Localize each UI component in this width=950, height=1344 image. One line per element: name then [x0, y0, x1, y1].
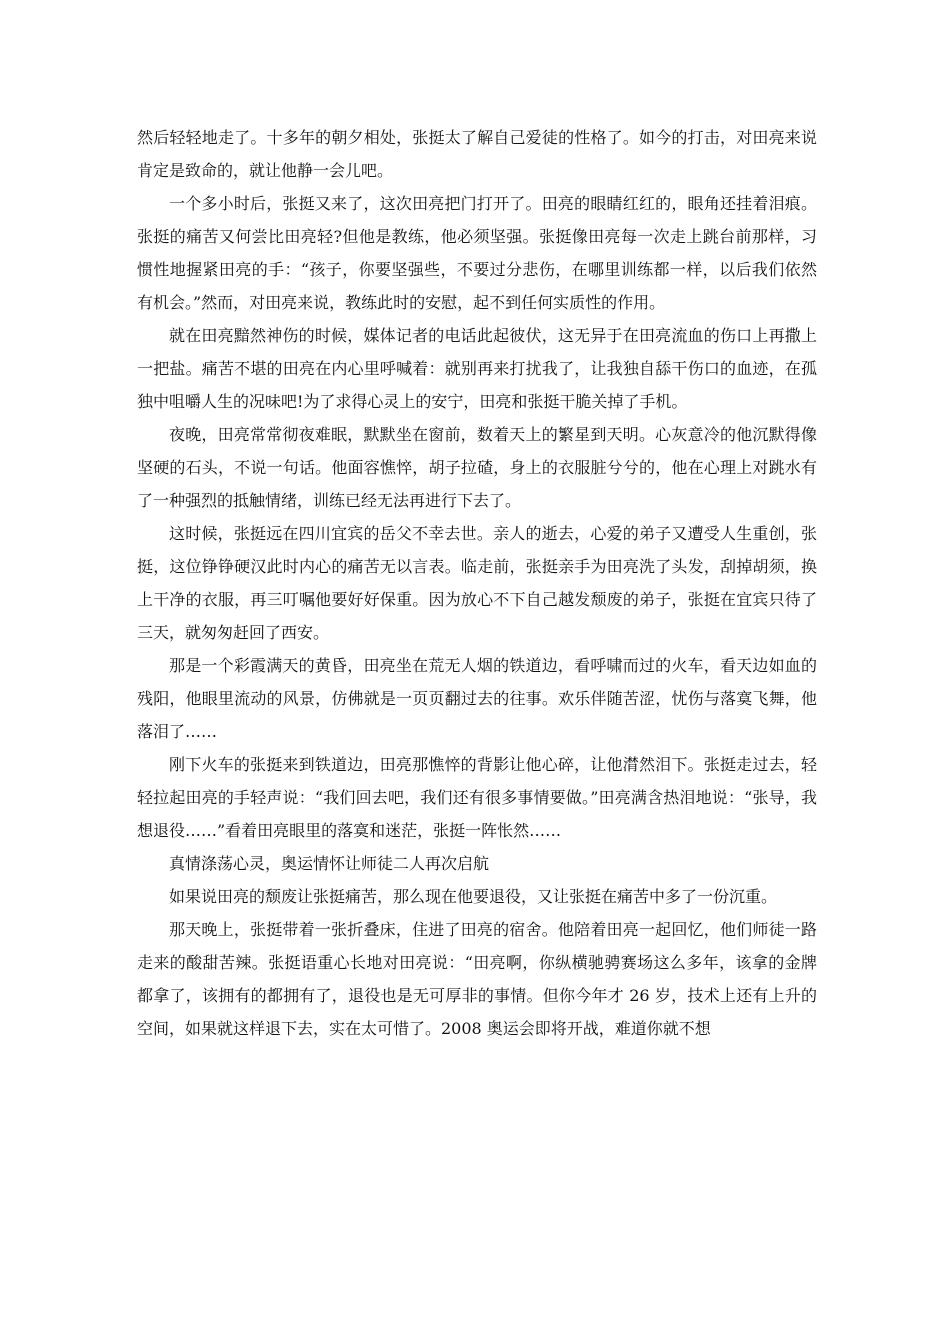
document-page	[137, 121, 817, 1045]
paragraph: 一个多小时后，张挺又来了，这次田亮把门打开了。田亮的眼睛红红的，眼角还挂着泪痕。张挺的痛苦又何尝比田亮轻?但他是教练，他必须坚强。张挺像田亮每一次走上跳台前那样，习惯性地握紧田亮的手：“孩子，你要坚强些，不要过分悲伤，在哪里训练都一样，以后我们依然有机会。”然而，对田亮来说，教练此时的安慰，起不到任何实质性的作用。	[137, 194, 817, 312]
paragraph: 刚下火车的张挺来到铁道边，田亮那憔悴的背影让他心碎，让他潸然泪下。张挺走过去，轻轻拉起田亮的手轻声说：“我们回去吧，我们还有很多事情要做。”田亮满含热泪地说：“张导，我想退役……”看着田亮眼里的落寞和迷茫，张挺一阵怅然……	[137, 755, 817, 840]
paragraph: 就在田亮黯然神伤的时候，媒体记者的电话此起彼伏，这无异于在田亮流血的伤口上再撒上一把盐。痛苦不堪的田亮在内心里呼喊着：就别再来打扰我了，让我独自舔干伤口的血迹，在孤独中咀嚼人生的况味吧!为了求得心灵上的安宁，田亮和张挺干脆关掉了手机。	[137, 326, 817, 411]
paragraph: 如果说田亮的颓废让张挺痛苦，那么现在他要退役，又让张挺在痛苦中多了一份沉重。	[169, 887, 778, 906]
paragraph: 这时候，张挺远在四川宜宾的岳父不幸去世。亲人的逝去，心爱的弟子又遭受人生重创，张挺，这位铮铮硬汉此时内心的痛苦无以言表。临走前，张挺亲手为田亮洗了头发，刮掉胡须，换上干净的衣服，再三叮嘱他要好好保重。因为放心不下自己越发颓废的弟子，张挺在宜宾只待了三天，就匆匆赶回了西安。	[137, 524, 817, 642]
section-heading: 真情涤荡心灵，奥运情怀让师徒二人再次启航	[169, 854, 490, 873]
paragraph-continued: 然后轻轻地走了。十多年的朝夕相处，张挺太了解自己爱徒的性格了。如今的打击，对田亮来说肯定是致命的，就让他静一会儿吧。	[137, 128, 817, 180]
paragraph: 那是一个彩霞满天的黄昏，田亮坐在荒无人烟的铁道边，看呼啸而过的火车，看天边如血的残阳，他眼里流动的风景，仿佛就是一页页翻过去的往事。欢乐伴随苦涩，忧伤与落寞飞舞，他落泪了……	[137, 656, 817, 741]
paragraph: 那天晚上，张挺带着一张折叠床，住进了田亮的宿舍。他陪着田亮一起回忆，他们师徒一路走来的酸甜苦辣。张挺语重心长地对田亮说：“田亮啊，你纵横驰骋赛场这么多年，该拿的金牌都拿了，该拥有的都拥有了，退役也是无可厚非的事情。但你今年才 26 岁，技术上还有上升的空间，如果就这样退下去，实在太可惜了。2008 奥运会即将开战，难道你就不想	[137, 920, 817, 1038]
paragraph: 夜晚，田亮常常彻夜难眠，默默坐在窗前，数着天上的繁星到天明。心灰意冷的他沉默得像坚硬的石头，不说一句话。他面容憔悴，胡子拉碴，身上的衣服脏兮兮的，他在心理上对跳水有了一种强烈的抵触情绪，训练已经无法再进行下去了。	[137, 425, 817, 510]
